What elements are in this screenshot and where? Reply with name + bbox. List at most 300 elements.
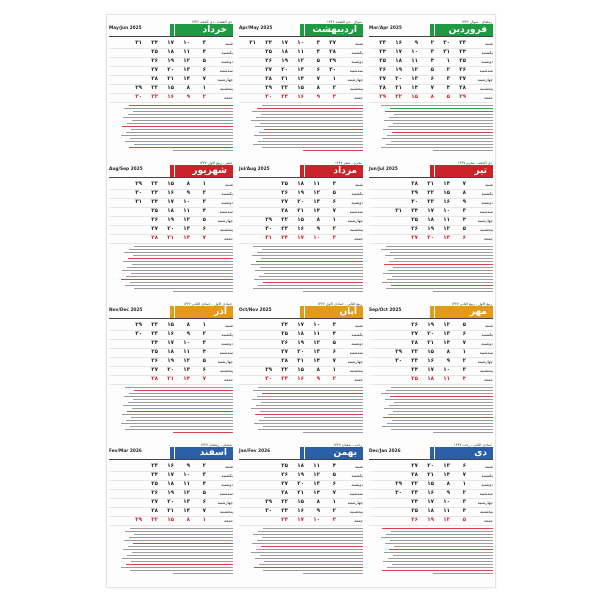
gregorian-range: Apr/May 2025 <box>239 26 273 31</box>
notes-text-line <box>257 540 363 541</box>
notes-text-line <box>124 108 233 109</box>
date-cell <box>399 234 418 243</box>
date-cell <box>269 348 288 357</box>
notes-text-line <box>390 540 493 541</box>
notes-text-line <box>129 393 233 394</box>
notes-text-line <box>389 117 493 118</box>
notes-text-line <box>256 549 363 550</box>
persian-date: ۲۶ <box>151 217 158 223</box>
persian-date: ۱ <box>332 499 336 505</box>
persian-date: ۱۷ <box>167 40 174 46</box>
persian-date: ۲۵ <box>151 49 158 55</box>
day-name: چهارشنبه <box>347 218 363 223</box>
persian-date: ۲۹ <box>265 85 272 91</box>
persian-date: ۲۹ <box>265 367 272 373</box>
persian-date: ۷ <box>332 358 336 364</box>
persian-date: ۲۹ <box>329 58 336 64</box>
persian-date: ۱۶ <box>167 94 174 100</box>
persian-date: ۵ <box>332 472 336 478</box>
notes-text-line <box>391 531 493 532</box>
notes-text-line <box>254 135 363 136</box>
persian-date: ۶ <box>202 367 206 373</box>
persian-date: ۲۴ <box>151 472 158 478</box>
persian-date: ۲۸ <box>411 340 418 346</box>
persian-date: ۱۸ <box>427 376 434 382</box>
persian-date: ۲ <box>202 331 206 337</box>
persian-date: ۲۸ <box>151 376 158 382</box>
month-name-tab: شهریور <box>175 165 233 178</box>
persian-date: ۲۳ <box>151 94 158 100</box>
persian-date: ۳ <box>316 40 320 46</box>
persian-date: ۲۷ <box>151 499 158 505</box>
notes-text-line <box>134 144 233 145</box>
notes-text-line <box>394 114 493 115</box>
month-notes <box>369 103 493 153</box>
persian-date: ۶ <box>202 67 206 73</box>
persian-date: ۱۸ <box>427 508 434 514</box>
persian-date: ۳ <box>446 76 450 82</box>
hijri-range: ربیع الاول - ربیع الثانی ۱۴۴۷ <box>451 302 492 306</box>
persian-date: ۳ <box>332 94 336 100</box>
notes-text-line <box>261 258 363 259</box>
persian-date: ۱۳ <box>183 67 190 73</box>
persian-date: ۱ <box>462 481 466 487</box>
notes-text-line <box>132 120 233 121</box>
notes-text-line <box>257 108 363 109</box>
persian-date: ۲۱ <box>427 340 434 346</box>
notes-text-line <box>126 420 233 421</box>
persian-date: ۱۱ <box>443 508 450 514</box>
notes-text-line <box>173 150 233 151</box>
persian-date: ۲ <box>462 490 466 496</box>
notes-text-line <box>392 420 493 421</box>
persian-date: ۱۳ <box>183 226 190 232</box>
persian-date: ۸ <box>316 367 320 373</box>
notes-text-line <box>386 534 493 535</box>
persian-date: ۹ <box>446 358 450 364</box>
month-header <box>369 161 493 179</box>
persian-date: ۸ <box>462 190 466 196</box>
notes-text-line <box>392 564 493 565</box>
persian-date: ۱۴ <box>411 85 418 91</box>
header-rule <box>369 318 493 319</box>
persian-date: ۹ <box>446 490 450 496</box>
header-rule <box>239 318 363 319</box>
notes-text-line <box>256 261 363 262</box>
date-cell <box>139 489 158 498</box>
persian-date: ۲۹ <box>411 190 418 196</box>
persian-date: ۱۸ <box>167 349 174 355</box>
notes-text-line <box>381 249 493 250</box>
notes-text-line <box>173 291 233 292</box>
notes-text-line <box>385 111 493 112</box>
notes-text-line <box>125 285 233 286</box>
persian-date: ۳۱ <box>135 40 142 46</box>
persian-date: ۳۰ <box>135 190 142 196</box>
date-cell <box>139 225 158 234</box>
persian-date: ۱۷ <box>297 235 304 241</box>
notes-text-line <box>257 252 363 253</box>
notes-text-line <box>394 546 493 547</box>
persian-date: ۱۴ <box>313 490 320 496</box>
notes-text-line <box>123 405 233 406</box>
persian-date: ۱۸ <box>297 181 304 187</box>
day-name: دوشنبه <box>221 59 233 64</box>
notes-text-line <box>387 567 493 568</box>
persian-date: ۲۰ <box>427 331 434 337</box>
notes-text-line <box>254 423 363 424</box>
persian-date: ۱۸ <box>167 208 174 214</box>
persian-date: ۸ <box>430 94 434 100</box>
persian-date: ۱۶ <box>427 490 434 496</box>
date-cell <box>269 330 288 339</box>
month-notes <box>369 526 493 576</box>
persian-date: ۲۳ <box>427 199 434 205</box>
hijri-range: ذی القعده - ذی الحجه ۱۴۴۶ <box>191 20 232 24</box>
notes-text-line <box>262 393 363 394</box>
persian-date: ۹ <box>316 94 320 100</box>
persian-date: ۱۲ <box>443 322 450 328</box>
persian-date: ۱۳ <box>183 499 190 505</box>
persian-date: ۲۷ <box>265 67 272 73</box>
persian-date: ۶ <box>462 235 466 241</box>
persian-date: ۹ <box>186 331 190 337</box>
persian-date: ۱۲ <box>183 217 190 223</box>
persian-date: ۳ <box>430 49 434 55</box>
week-row <box>239 93 363 103</box>
persian-date: ۲۶ <box>281 472 288 478</box>
notes-text-line <box>130 528 233 529</box>
persian-date: ۳ <box>332 517 336 523</box>
persian-date: ۱۱ <box>443 376 450 382</box>
persian-date: ۱۶ <box>297 94 304 100</box>
persian-date: ۲۷ <box>411 235 418 241</box>
date-cell <box>123 39 142 48</box>
persian-date: ۹ <box>316 376 320 382</box>
persian-date: ۳ <box>462 208 466 214</box>
date-cell <box>139 339 158 348</box>
date-cell <box>139 366 158 375</box>
persian-date: ۱۹ <box>297 472 304 478</box>
persian-date: ۳ <box>332 235 336 241</box>
persian-date: ۲۹ <box>135 322 142 328</box>
month-name-tab: دی <box>435 447 493 460</box>
persian-date: ۹ <box>316 226 320 232</box>
month-notes <box>239 103 363 153</box>
persian-date: ۲۹ <box>395 349 402 355</box>
persian-date: ۱۷ <box>297 517 304 523</box>
notes-text-line <box>388 270 493 271</box>
notes-text-line <box>262 249 363 250</box>
notes-text-line <box>261 546 363 547</box>
persian-date: ۴ <box>332 181 336 187</box>
notes-text-line <box>390 108 493 109</box>
week-row <box>369 375 493 385</box>
persian-date: ۲۲ <box>281 499 288 505</box>
day-name: دوشنبه <box>481 482 493 487</box>
persian-date: ۷ <box>462 340 466 346</box>
date-cell <box>253 375 272 384</box>
notes-text-line <box>255 414 363 415</box>
persian-date: ۱۲ <box>443 517 450 523</box>
persian-date: ۶ <box>202 499 206 505</box>
date-cell <box>253 57 272 66</box>
persian-date: ۳۰ <box>135 331 142 337</box>
persian-date: ۱۰ <box>183 340 190 346</box>
date-cell <box>139 216 158 225</box>
notes-text-line <box>129 105 233 106</box>
persian-date: ۱۳ <box>443 331 450 337</box>
persian-date: ۱۶ <box>427 358 434 364</box>
persian-date: ۱۴ <box>443 181 450 187</box>
persian-date: ۲۷ <box>151 226 158 232</box>
persian-date: ۲۳ <box>379 40 386 46</box>
persian-date: ۳۰ <box>329 67 336 73</box>
month-header <box>109 302 233 320</box>
notes-text-line <box>387 135 493 136</box>
day-name: سه‌شنبه <box>219 491 233 496</box>
persian-date: ۲۳ <box>281 226 288 232</box>
persian-date: ۱۰ <box>183 40 190 46</box>
persian-date: ۸ <box>446 349 450 355</box>
persian-date: ۸ <box>186 517 190 523</box>
month-header <box>239 161 363 179</box>
month-name-tab: خرداد <box>175 24 233 37</box>
persian-date: ۱۹ <box>395 67 402 73</box>
persian-date: ۲ <box>430 40 434 46</box>
persian-date: ۱۸ <box>281 49 288 55</box>
day-name: دوشنبه <box>481 200 493 205</box>
persian-date: ۲۳ <box>281 376 288 382</box>
day-name: یکشنبه <box>221 473 233 478</box>
date-cell <box>367 66 386 75</box>
notes-text-line <box>254 279 363 280</box>
day-name: یکشنبه <box>481 191 493 196</box>
week-row <box>239 375 363 385</box>
persian-date: ۱۰ <box>443 367 450 373</box>
persian-date: ۳۱ <box>265 235 272 241</box>
persian-date: ۴ <box>332 331 336 337</box>
persian-date: ۱۸ <box>167 49 174 55</box>
persian-date: ۲۰ <box>297 481 304 487</box>
notes-text-line <box>390 252 493 253</box>
notes-text-line <box>394 402 493 403</box>
date-cell <box>123 84 142 93</box>
persian-date: ۲۷ <box>281 481 288 487</box>
hijri-range: ذی الحجه - محرم ۱۴۴۷ <box>457 161 492 165</box>
persian-date: ۲۱ <box>167 376 174 382</box>
notes-text-line <box>383 129 493 130</box>
notes-text-line <box>382 138 493 139</box>
date-cell <box>269 339 288 348</box>
day-name: شنبه <box>225 464 233 469</box>
day-name: شنبه <box>355 41 363 46</box>
day-name: جمعه <box>354 236 363 241</box>
persian-date: ۱۹ <box>167 58 174 64</box>
persian-date: ۱۰ <box>313 322 320 328</box>
persian-date: ۱۶ <box>297 508 304 514</box>
notes-text-line <box>132 264 233 265</box>
persian-date: ۲۳ <box>459 40 466 46</box>
notes-text-line <box>260 267 363 268</box>
notes-text-line <box>173 573 233 574</box>
notes-text-line <box>128 258 233 259</box>
notes-text-line <box>173 432 233 433</box>
notes-text-line <box>385 255 493 256</box>
persian-date: ۳ <box>202 472 206 478</box>
persian-date: ۲۳ <box>281 94 288 100</box>
persian-date: ۲ <box>332 376 336 382</box>
persian-date: ۳۰ <box>265 508 272 514</box>
day-name: جمعه <box>224 95 233 100</box>
day-name: پنجشنبه <box>479 227 493 232</box>
date-cell <box>367 48 386 57</box>
persian-date: ۵ <box>202 358 206 364</box>
notes-text-line <box>264 273 363 274</box>
date-cell <box>367 75 386 84</box>
notes-text-line <box>121 567 233 568</box>
persian-date: ۲۳ <box>281 508 288 514</box>
persian-date: ۲۴ <box>411 367 418 373</box>
persian-date: ۷ <box>332 490 336 496</box>
hijri-range: شوال - ذی القعده ۱۴۴۶ <box>327 20 362 24</box>
notes-text-line <box>384 408 493 409</box>
persian-date: ۱۱ <box>183 349 190 355</box>
notes-text-line <box>131 561 233 562</box>
persian-date: ۱۴ <box>443 472 450 478</box>
month-notes <box>239 385 363 435</box>
persian-date: ۱۰ <box>183 199 190 205</box>
persian-date: ۱ <box>202 181 206 187</box>
day-name: سه‌شنبه <box>219 209 233 214</box>
notes-text-line <box>253 390 363 391</box>
month-notes <box>109 103 233 153</box>
notes-text-line <box>133 399 233 400</box>
month-notes <box>109 385 233 435</box>
persian-date: ۲۵ <box>411 508 418 514</box>
persian-date: ۱۵ <box>167 85 174 91</box>
month-header <box>109 161 233 179</box>
notes-text-line <box>130 282 233 283</box>
date-cell <box>253 366 272 375</box>
persian-date: ۱۵ <box>297 217 304 223</box>
persian-date: ۲۱ <box>297 358 304 364</box>
persian-date: ۱۸ <box>395 58 402 64</box>
persian-date: ۱۱ <box>313 181 320 187</box>
notes-text-line <box>121 279 233 280</box>
day-name: پنجشنبه <box>219 368 233 373</box>
persian-date: ۲۲ <box>427 190 434 196</box>
persian-date: ۳۱ <box>395 208 402 214</box>
persian-date: ۷ <box>202 76 206 82</box>
day-name: یکشنبه <box>221 332 233 337</box>
persian-date: ۲۵ <box>265 49 272 55</box>
notes-text-line <box>264 129 363 130</box>
persian-date: ۲۶ <box>459 67 466 73</box>
persian-date: ۲ <box>332 85 336 91</box>
notes-text-line <box>264 561 363 562</box>
notes-text-line <box>391 429 493 430</box>
day-name: سه‌شنبه <box>479 68 493 73</box>
persian-date: ۲۸ <box>379 85 386 91</box>
persian-date: ۲۳ <box>411 358 418 364</box>
persian-date: ۲۶ <box>411 226 418 232</box>
persian-date: ۱۴ <box>313 208 320 214</box>
persian-date: ۱۳ <box>183 367 190 373</box>
day-name: سه‌شنبه <box>349 350 363 355</box>
persian-date: ۱۴ <box>183 76 190 82</box>
persian-date: ۱۶ <box>167 190 174 196</box>
day-name: سه‌شنبه <box>349 68 363 73</box>
persian-date: ۱۸ <box>297 331 304 337</box>
month-block <box>239 302 363 435</box>
month-notes <box>109 244 233 294</box>
persian-date: ۱۱ <box>443 217 450 223</box>
date-cell <box>253 93 272 102</box>
day-name: جمعه <box>484 377 493 382</box>
persian-date: ۱۱ <box>297 49 304 55</box>
month-header <box>239 302 363 320</box>
persian-date: ۱۳ <box>411 76 418 82</box>
hijri-range: رمضان - شوال ۱۴۴۶ <box>461 20 492 24</box>
persian-date: ۳۰ <box>265 94 272 100</box>
notes-text-line <box>252 543 363 544</box>
persian-date: ۷ <box>462 181 466 187</box>
persian-date: ۱۳ <box>313 481 320 487</box>
date-cell <box>253 84 272 93</box>
date-cell <box>253 234 272 243</box>
persian-date: ۲۷ <box>411 331 418 337</box>
gregorian-range: Dec/Jan 2026 <box>369 449 401 454</box>
month-name-tab: اسفند <box>175 447 233 460</box>
day-name: پنجشنبه <box>349 368 363 373</box>
persian-date: ۲۲ <box>411 481 418 487</box>
persian-date: ۱ <box>202 85 206 91</box>
persian-date: ۱۲ <box>183 58 190 64</box>
month-block <box>239 20 363 153</box>
date-cell <box>139 234 158 243</box>
persian-date: ۲۲ <box>151 517 158 523</box>
day-name: دوشنبه <box>351 482 363 487</box>
notes-text-line <box>391 141 493 142</box>
persian-date: ۲ <box>446 67 450 73</box>
notes-text-line <box>125 429 233 430</box>
day-name: چهارشنبه <box>477 359 493 364</box>
notes-text-line <box>253 144 363 145</box>
week-row <box>369 516 493 526</box>
persian-date: ۱ <box>446 58 450 64</box>
persian-date: ۵ <box>332 190 336 196</box>
day-name: چهارشنبه <box>347 500 363 505</box>
notes-text-line <box>252 111 363 112</box>
notes-text-line <box>258 285 363 286</box>
month-name-tab: آذر <box>175 306 233 319</box>
notes-text-line <box>127 555 233 556</box>
persian-date: ۱۹ <box>427 517 434 523</box>
month-name-tab: بهمن <box>305 447 363 460</box>
gregorian-range: Mar/Apr 2025 <box>369 26 402 31</box>
date-cell <box>123 516 142 525</box>
persian-date: ۲۲ <box>411 349 418 355</box>
month-block <box>109 302 233 435</box>
notes-text-line <box>383 273 493 274</box>
persian-date: ۵ <box>332 340 336 346</box>
persian-date: ۳۰ <box>411 199 418 205</box>
date-cell <box>269 189 288 198</box>
persian-date: ۲۵ <box>379 58 386 64</box>
notes-text-line <box>391 285 493 286</box>
persian-date: ۱۳ <box>297 67 304 73</box>
